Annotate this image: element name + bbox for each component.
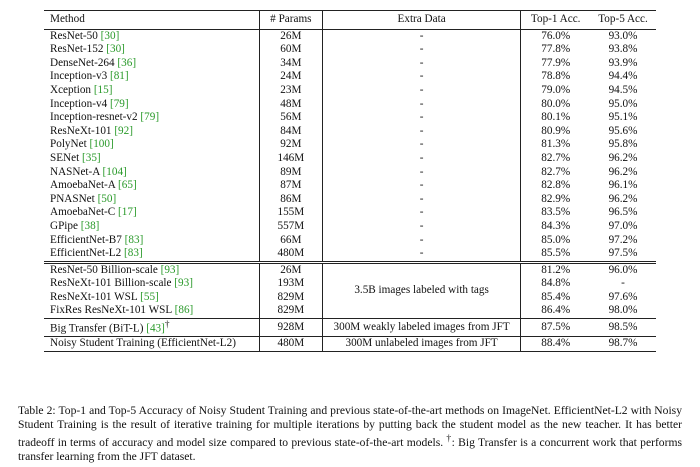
citation-link[interactable]: [30] [106,43,125,56]
top1-cell: 87.5% [521,319,590,337]
top1-cell: 80.0% [541,97,571,110]
top5-cell: 93.0% [608,29,638,42]
header-top1: Top-1 Acc. [521,11,590,30]
params-cell: 92M [259,138,322,152]
table-row [44,111,656,125]
method-cell [44,247,259,262]
citation-link[interactable]: [65] [118,179,137,192]
top1-cell: 85.4% [541,290,571,303]
table-row [44,98,656,112]
top5-cell: 93.9% [608,56,638,69]
method-cell [44,43,259,57]
citation-link[interactable]: [83] [124,247,143,260]
top1-cell: 82.7% [541,165,571,178]
top5-cell: 96.1% [608,179,638,192]
params-cell: 84M [259,125,322,139]
citation-link[interactable]: [100] [89,138,114,151]
citation-link[interactable]: [15] [93,83,113,96]
citation-link[interactable]: [35] [82,151,101,164]
top5-cell: 98.5% [590,319,656,337]
method-cell [44,304,259,318]
method-cell [44,262,259,277]
method-cell [44,138,259,152]
top5-cell: 97.2% [608,233,638,246]
method-cell [44,220,259,234]
dagger-mark: † [164,320,170,331]
top1-cell: 84.8% [541,277,571,290]
citation-link[interactable]: [17] [118,206,137,219]
top1-cell: 85.0% [541,233,571,246]
top1-cell: 85.5% [541,247,571,260]
top1-cell: 77.9% [541,56,571,69]
top1-cell: 83.5% [541,206,571,219]
method-name: FixRes ResNeXt-101 WSL [50,304,172,317]
method-cell [44,125,259,139]
params-cell: 23M [259,84,322,98]
extra-data-cell: 300M weakly labeled images from JFT [322,319,521,337]
extra-data-cell: 300M unlabeled images from JFT [322,337,521,352]
extra-data-cell: - [322,98,521,112]
table-row [44,206,656,220]
table-row [44,138,656,152]
top1-cell: 82.7% [541,151,571,164]
extra-data-cell: - [322,111,521,125]
params-cell: 557M [259,220,322,234]
top5-cell: 94.4% [608,70,638,83]
table-row [44,220,656,234]
method-cell [44,57,259,71]
citation-link[interactable]: [104] [102,165,127,178]
citation-link[interactable]: [83] [124,233,144,246]
params-cell: 60M [259,43,322,57]
table-row [44,234,656,248]
method-name: ResNeXt-101 WSL [50,290,138,303]
method-cell [44,29,259,43]
caption-text-2: : Big Transfer is a concurrent work that performs transfer learning from the JFT dataset. [18,436,682,464]
table-row [44,29,656,43]
method-name: ResNet-50 Billion-scale [50,263,158,276]
method-name: ResNet-152 [50,43,104,56]
extra-data-cell: - [322,206,521,220]
table-row [44,166,656,180]
table-row [44,193,656,207]
table-row [44,57,656,71]
params-cell: 480M [259,337,322,352]
method-name: ResNeXt-101 [50,124,112,137]
method-name: Xception [50,83,92,96]
params-cell: 155M [259,206,322,220]
top5-cell: 96.0% [590,262,656,277]
extra-data-cell: - [322,29,521,43]
method-name: EfficientNet-B7 [50,233,122,246]
extra-data-cell: - [322,57,521,71]
table-caption [18,404,682,465]
table-row [44,179,656,193]
header-extra-data: Extra Data [322,11,521,30]
top1-cell: 76.0% [541,29,571,42]
top5-cell: 96.2% [608,151,638,164]
method-name: DenseNet-264 [50,56,115,69]
top5-cell: 95.8% [608,138,638,151]
top5-cell: 97.0% [608,219,638,232]
top1-cell: 78.8% [541,70,571,83]
method-cell [44,337,259,352]
top1-cell: 80.1% [541,111,571,124]
top5-cell: 96.2% [608,165,638,178]
method-name: PNASNet [50,192,95,205]
extra-data-cell: - [322,193,521,207]
citation-link[interactable]: [38] [80,219,100,232]
method-name: EfficientNet-L2 [50,247,122,260]
extra-data-cell: - [322,247,521,262]
top5-cell: 96.2% [608,192,638,205]
method-cell [44,70,259,84]
top1-cell: 84.3% [541,219,571,232]
top1-cell: 82.9% [541,192,571,205]
params-cell: 56M [259,111,322,125]
method-cell [44,84,259,98]
citation-link[interactable]: [93] [160,263,180,276]
top5-cell: 94.5% [608,83,638,96]
citation-link[interactable]: [30] [100,29,120,42]
extra-data-cell: - [322,138,521,152]
params-cell: 928M [259,319,322,337]
table-row [44,247,656,262]
params-cell: 48M [259,98,322,112]
citation-link[interactable]: [55] [140,290,159,303]
method-cell [44,291,259,305]
params-cell: 89M [259,166,322,180]
top5-cell: 97.6% [608,290,638,303]
top5-cell: 95.0% [608,97,638,110]
citation-link[interactable]: [79] [109,97,129,110]
method-name: Big Transfer (BiT-L) [50,322,144,335]
top5-cell: - [621,277,625,290]
params-cell: 829M [259,291,322,305]
top1-cell: 81.2% [521,262,590,277]
table-header-row [44,11,656,30]
extra-data-cell: - [322,152,521,166]
params-cell: 86M [259,193,322,207]
method-cell [44,193,259,207]
method-cell [44,111,259,125]
header-params: # Params [259,11,322,30]
extra-data-cell: 3.5B images labeled with tags [322,262,521,318]
method-name: Noisy Student Training (EfficientNet-L2) [50,337,236,350]
table-row [44,125,656,139]
extra-data-cell: - [322,84,521,98]
table-row [44,152,656,166]
extra-data-cell: - [322,179,521,193]
top1-cell: 81.3% [541,138,571,151]
method-cell [44,206,259,220]
method-cell [44,277,259,291]
extra-data-cell: - [322,234,521,248]
method-cell [44,152,259,166]
top1-cell: 80.9% [541,124,571,137]
params-cell: 24M [259,70,322,84]
table-row [44,84,656,98]
extra-data-cell: - [322,166,521,180]
extra-data-cell: - [322,220,521,234]
top5-cell: 93.8% [608,43,638,56]
method-name: Inception-v3 [50,70,108,83]
method-name: SENet [50,151,80,164]
top5-cell: 95.6% [608,124,638,137]
top1-cell: 79.0% [541,83,571,96]
citation-link[interactable]: [92] [114,124,133,137]
method-name: Inception-v4 [50,97,108,110]
top5-cell: 95.1% [608,111,638,124]
citation-link[interactable]: [36] [117,56,137,69]
citation-link[interactable]: [79] [140,111,160,124]
citation-link[interactable]: [81] [109,70,129,83]
params-cell: 146M [259,152,322,166]
params-cell: 34M [259,57,322,71]
table-row [44,70,656,84]
top1-cell: 88.4% [521,337,590,352]
method-cell [44,319,259,337]
method-name: Inception-resnet-v2 [50,111,138,124]
method-cell [44,179,259,193]
top5-cell: 98.7% [590,337,656,352]
top5-cell: 97.5% [608,247,638,260]
header-method: Method [44,11,259,30]
method-name: PolyNet [50,138,87,151]
method-name: ResNeXt-101 Billion-scale [50,277,172,290]
top1-cell: 77.8% [541,43,571,56]
table-row-ours [44,337,656,352]
header-top5: Top-5 Acc. [590,11,656,30]
citation-link[interactable]: [86] [174,304,194,317]
table-row [44,262,656,277]
method-cell [44,166,259,180]
method-cell [44,98,259,112]
citation-link[interactable]: [43] [146,322,165,335]
extra-data-cell: - [322,70,521,84]
top5-cell: 98.0% [608,304,638,317]
method-cell [44,234,259,248]
table-row [44,319,656,337]
table-row [44,43,656,57]
citation-link[interactable]: [50] [97,192,117,205]
results-table [44,10,656,352]
params-cell: 87M [259,179,322,193]
method-name: AmoebaNet-C [50,206,116,219]
method-name: ResNet-50 [50,29,98,42]
params-cell: 193M [259,277,322,291]
params-cell: 26M [259,262,322,277]
params-cell: 480M [259,247,322,262]
extra-data-cell: - [322,43,521,57]
top1-cell: 86.4% [541,304,571,317]
method-name: AmoebaNet-A [50,179,116,192]
params-cell: 829M [259,304,322,318]
params-cell: 66M [259,234,322,248]
table-body [44,29,656,351]
top5-cell: 96.5% [608,206,638,219]
method-name: NASNet-A [50,165,100,178]
method-name: GPipe [50,219,78,232]
extra-data-cell: - [322,125,521,139]
caption-dagger: † [446,433,452,445]
params-cell: 26M [259,29,322,43]
citation-link[interactable]: [93] [174,277,193,290]
top1-cell: 82.8% [541,179,571,192]
caption-text-1: Table 2: Top-1 and Top-5 Accuracy of Noisy Student Training and previous state-of-the-art methods on ImageNet. EfficientNet-L2 with Noisy Student Training is the result of iterative training for multiple iterations by putting back the student model as the new teacher. It has better tradeoff in terms of accuracy and model size compared to previous state-of-the-art models. [18,404,682,450]
